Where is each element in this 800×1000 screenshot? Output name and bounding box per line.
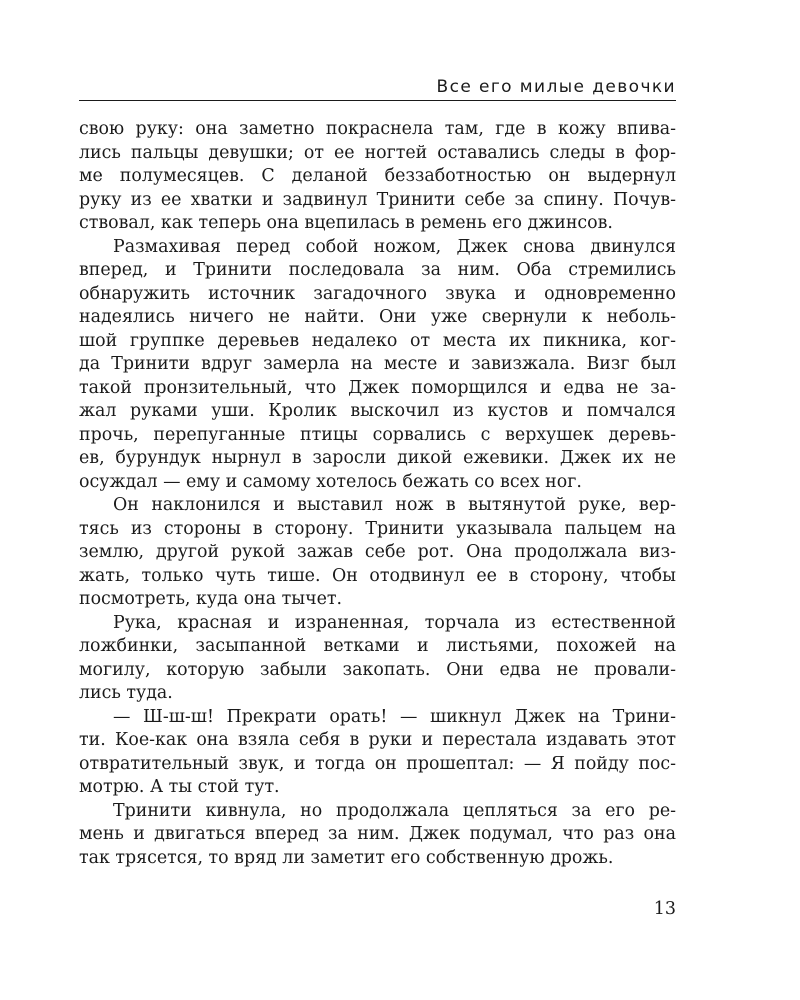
- text-line: шой группке деревьев недалеко от места их пикника, ког-: [79, 330, 676, 351]
- text-line: вперед, и Тринити последовала за ним. Оба стремились: [79, 260, 676, 280]
- text-line: посмотреть, куда она тычет.: [79, 589, 343, 609]
- text-line: мень и двигаться вперед за ним. Джек подумал, что раз она: [79, 824, 676, 844]
- text-line: ме полумесяцев. С деланой беззаботностью он выдернул: [79, 166, 676, 186]
- text-line: могилу, которую забыли закопать. Они едва не провали-: [79, 659, 676, 680]
- text-line: — Ш-ш-ш! Прекрати орать! — шикнул Джек на Трини-: [113, 706, 676, 727]
- text-line: ти. Кое-как она взяла себя в руки и перестала издавать этот: [79, 730, 676, 750]
- text-line: Тринити кивнула, но продолжала цепляться за его ре-: [113, 800, 676, 821]
- text-line: ложбинки, засыпанной ветками и листьями, похожей на: [79, 636, 676, 656]
- text-line: да Тринити вдруг замерла на месте и завизжала. Визг был: [79, 354, 676, 374]
- text-line: руку из ее хватки и задвинул Тринити себе за спину. Почув-: [79, 189, 676, 210]
- text-line: жал руками уши. Кролик выскочил из кустов и помчался: [79, 401, 676, 421]
- text-line: жать, только чуть тише. Он отодвинул ее в сторону, чтобы: [79, 565, 676, 586]
- body-text: [79, 118, 676, 870]
- text-line: лись пальцы девушки; от ее ногтей оставались следы в фор-: [79, 142, 676, 163]
- text-line: тясь из стороны в сторону. Тринити указывала пальцем на: [79, 518, 676, 539]
- text-line: землю, другой рукой зажав себе рот. Она продолжала виз-: [79, 542, 676, 562]
- text-line: осуждал — ему и самому хотелось бежать со всех ног.: [79, 471, 582, 492]
- text-line: ев, бурундук нырнул в заросли дикой ежевики. Джек их не: [79, 448, 676, 468]
- text-line: свою руку: она заметно покраснела там, где в кожу впива-: [79, 119, 676, 139]
- page-number: 13: [653, 899, 676, 919]
- text-line: Рука, красная и израненная, торчала из естественной: [113, 612, 676, 633]
- text-line: прочь, перепуганные птицы сорвались с верхушек деревь-: [79, 424, 676, 445]
- text-line: мотрю. А ты стой тут.: [79, 777, 280, 797]
- text-line: ствовал, как теперь она вцепилась в ремень его джинсов.: [79, 213, 613, 233]
- text-line: такой пронзительный, что Джек поморщился и едва не за-: [79, 377, 676, 398]
- text-line: обнаружить источник загадочного звука и одновременно: [79, 283, 676, 304]
- text-line: Он наклонился и выставил нож в вытянутой руке, вер-: [113, 495, 676, 515]
- text-line: отвратительный звук, и тогда он прошептал: — Я пойду пос-: [79, 753, 676, 774]
- text-line: надеялись ничего не найти. Они уже свернули к неболь-: [79, 307, 676, 327]
- text-line: так трясется, то вряд ли заметит его собственную дрожь.: [79, 847, 614, 868]
- text-line: лись туда.: [79, 683, 173, 703]
- text-line: Размахивая перед собой ножом, Джек снова двинулся: [113, 236, 676, 257]
- running-header-title: Все его милые девочки: [436, 77, 676, 97]
- header-rule: [79, 100, 676, 101]
